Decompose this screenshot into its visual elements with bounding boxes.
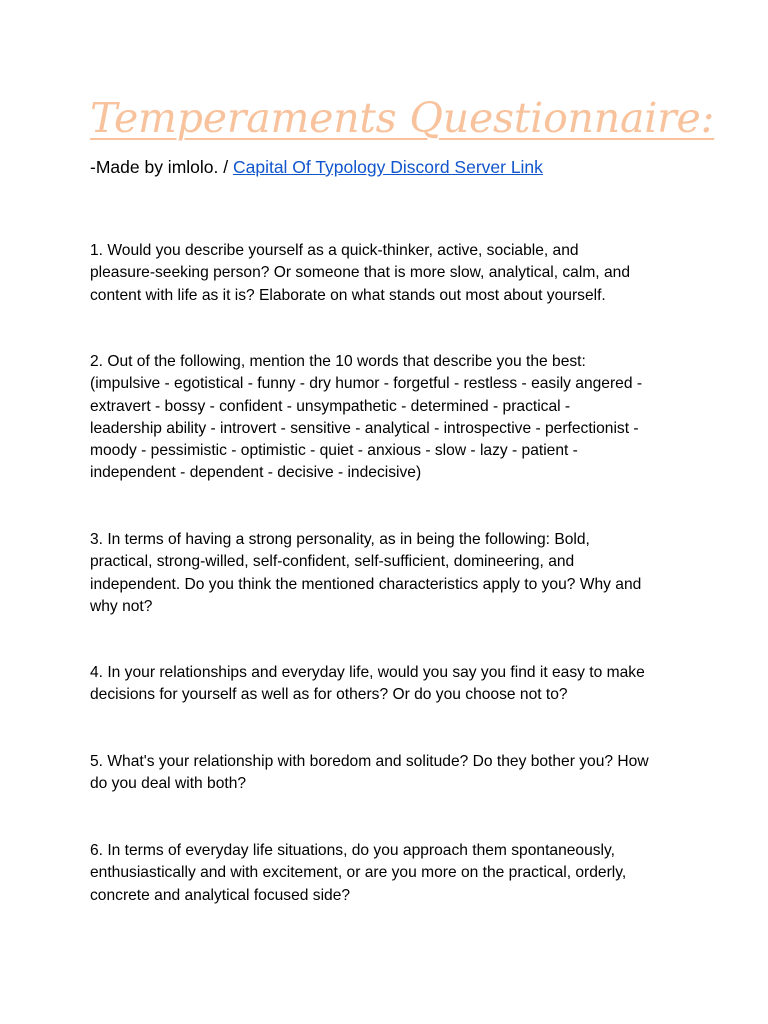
byline [90,155,690,179]
document-title: Temperaments Questionnaire: [90,94,715,142]
document-page [90,88,715,904]
question-6: 6. In terms of everyday life situations, do you approach them spontaneously, enthusiastically and with excitement, or are you more on the practical, orderly, concrete and analytical focused side? [90,842,627,904]
byline-author: -Made by imlolo. / [90,157,233,177]
discord-server-link[interactable]: Capital Of Typology Discord Server Link [232,157,543,177]
question-5: 5. What's your relationship with boredom and solitude? Do they bother you? How do you deal with both? [90,753,649,793]
question-2: 2. Out of the following, mention the 10 words that describe you the best: (impulsive - egotistical - funny - dry humor - forgetful - restless - easily angered - extravert - bossy - confident - unsympathetic - determined - practical - leadership ability - introvert - sensitive - analytical - introspective - perfectionist - moody - pessimistic - optimistic - quiet - anxious - slow - lazy - patient - independent - dependent - decisive - indecisive) [90,353,643,482]
question-3: 3. In terms of having a strong personality, as in being the following: Bold, practical, strong-willed, self-confident, self-sufficient, domineering, and independent. Do you think the mentioned characteristics apply to you? Why and why not? [90,531,642,615]
question-1: 1. Would you describe yourself as a quick-thinker, active, sociable, and pleasure-seeking person? Or someone that is more slow, analytical, calm, and content with life as it is? Elaborate on what stands out most about yourself. [90,242,630,304]
question-4: 4. In your relationships and everyday life, would you say you find it easy to make decisions for yourself as well as for others? Or do you choose not to? [90,664,645,704]
